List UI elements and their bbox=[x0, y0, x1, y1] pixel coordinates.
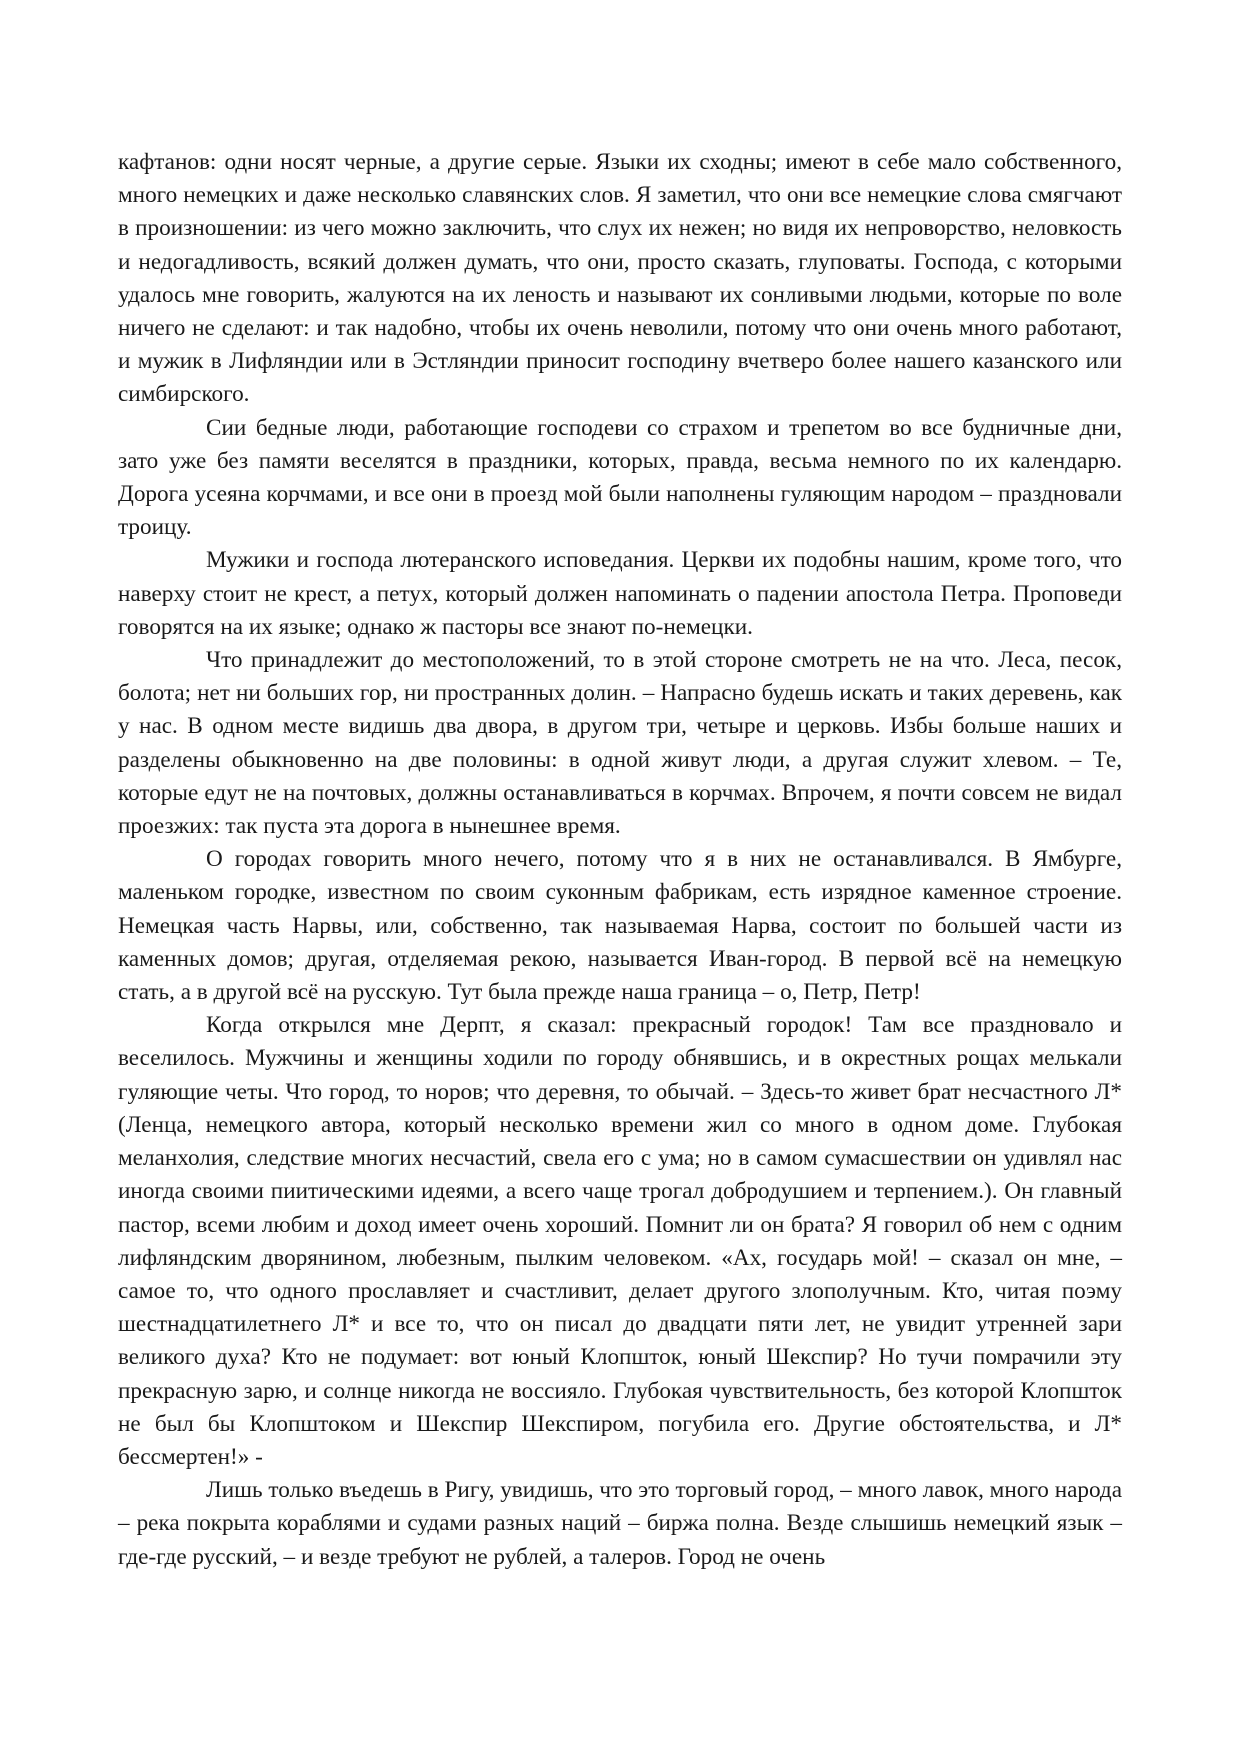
paragraph: Что принадлежит до местоположений, то в этой стороне смотреть не на что. Леса, песок, болота; нет ни больших гор, ни пространных долин. – Напрасно будешь искать и таких деревень, как у нас. В одном месте видишь два двора, в другом три, четыре и церковь. Избы больше наших и разделены обыкновенно на две половины: в одной живут люди, а другая служит хлевом. – Те, которые едут не на почтовых, должны останавливаться в корчмах. Впрочем, я почти совсем не видал проезжих: так пуста эта дорога в нынешнее время. bbox=[118, 647, 1122, 840]
paragraph: Лишь только въедешь в Ригу, увидишь, что это торговый город, – много лавок, много народа – река покрыта кораблями и судами разных наций – биржа полна. Везде слышишь немецкий язык – где-где русский, – и везде требуют не рублей, а талеров. Город не очень bbox=[118, 1477, 1122, 1570]
document-page bbox=[118, 146, 1122, 1574]
paragraph: кафтанов: одни носят черные, а другие серые. Языки их сходны; имеют в себе мало собственного, много немецких и даже несколько славянских слов. Я заметил, что они все немецкие слова смягчают в произношении: из чего можно заключить, что слух их нежен; но видя их непроворство, неловкость и недогадливость, всякий должен думать, что они, просто сказать, глуповаты. Господа, с которыми удалось мне говорить, жалуются на их леность и называют их сонливыми людьми, которые по воле ничего не сделают: и так надобно, чтобы их очень неволили, потому что они очень много работают, и мужик в Лифляндии или в Эстляндии приносит господину вчетверо более нашего казанского или симбирского. bbox=[118, 149, 1122, 408]
paragraph: Когда открылся мне Дерпт, я сказал: прекрасный городок! Там все праздновало и веселилось. Мужчины и женщины ходили по городу обнявшись, и в окрестных рощах мелькали гуляющие четы. Что город, то норов; что деревня, то обычай. – Здесь-то живет брат несчастного Л* (Ленца, немецкого автора, который несколько времени жил со много в одном доме. Глубокая меланхолия, следствие многих несчастий, свела его с ума; но в самом сумасшествии он удивлял нас иногда своими пиитическими идеями, а всего чаще трогал добродушием и терпением.). Он главный пастор, всеми любим и доход имеет очень хороший. Помнит ли он брата? Я говорил об нем с одним лифляндским дворянином, любезным, пылким человеком. «Ах, государь мой! – сказал он мне, – самое то, что одного прославляет и счастливит, делает другого злополучным. Кто, читая поэму шестнадцатилетнего Л* и все то, что он писал до двадцати пяти лет, не увидит утренней зари великого духа? Кто не подумает: вот юный Клопшток, юный Шекспир? Но тучи помрачили эту прекрасную зарю, и солнце никогда не воссияло. Глубокая чувствительность, без которой Клопшток не был бы Клопштоком и Шекспир Шекспиром, погубила его. Другие обстоятельства, и Л* бессмертен!» - bbox=[118, 1012, 1122, 1470]
paragraph: О городах говорить много нечего, потому что я в них не останавливался. В Ямбурге, маленьком городке, известном по своим суконным фабрикам, есть изрядное каменное строение. Немецкая часть Нарвы, или, собственно, так называемая Нарва, состоит по большей части из каменных домов; другая, отделяемая рекою, называется Иван-город. В первой всё на немецкую стать, а в другой всё на русскую. Тут была прежде наша граница – о, Петр, Петр! bbox=[118, 846, 1122, 1006]
paragraph: Мужики и господа лютеранского исповедания. Церкви их подобны нашим, кроме того, что наверху стоит не крест, а петух, который должен напоминать о падении апостола Петра. Проповеди говорятся на их языке; однако ж пасторы все знают по-немецки. bbox=[118, 547, 1122, 640]
paragraph: Сии бедные люди, работающие господеви со страхом и трепетом во все будничные дни, зато уже без памяти веселятся в праздники, которых, правда, весьма немного по их календарю. Дорога усеяна корчмами, и все они в проезд мой были наполнены гуляющим народом – праздновали троицу. bbox=[118, 414, 1122, 541]
